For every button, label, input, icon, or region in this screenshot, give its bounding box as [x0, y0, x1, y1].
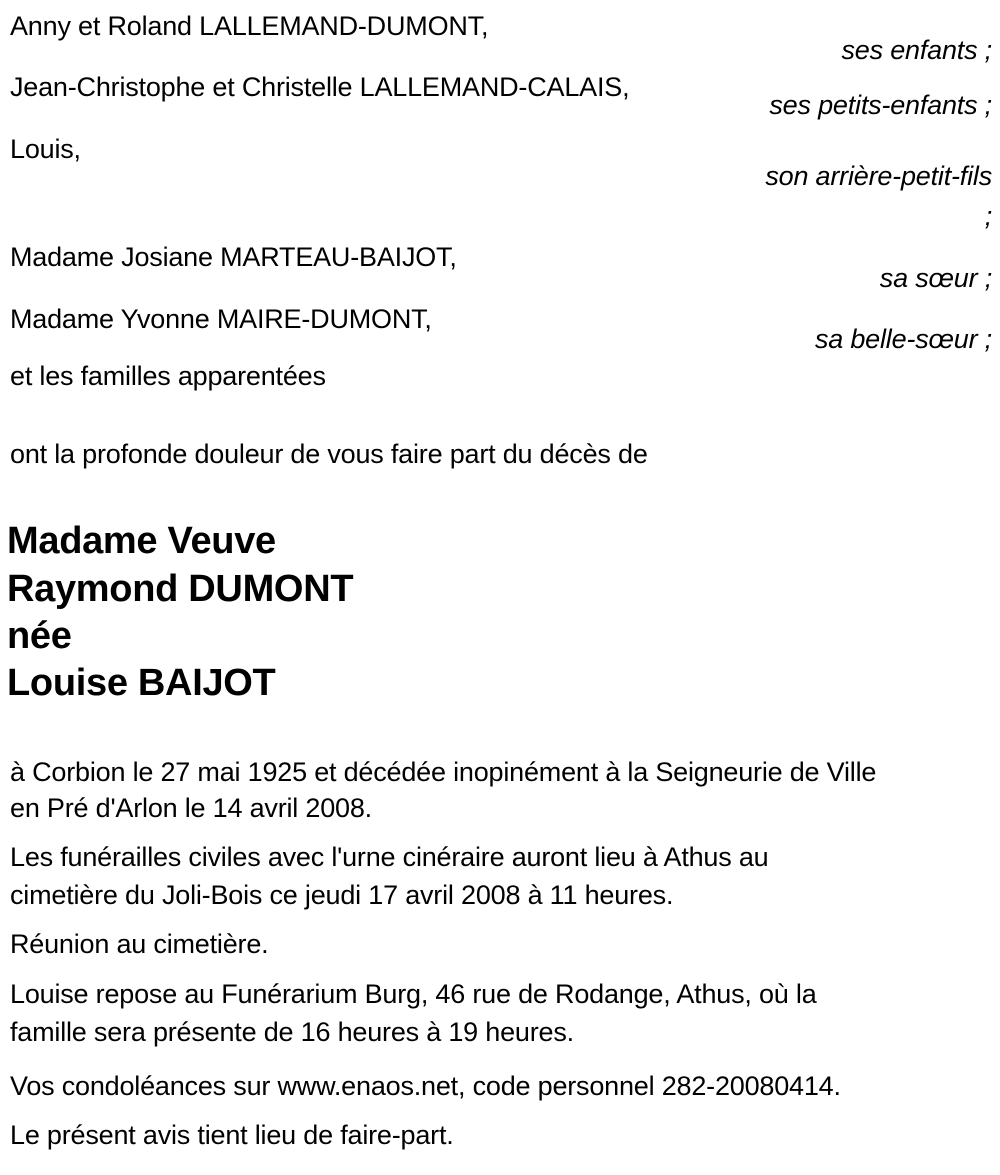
family-relation-label: sa belle-sœur ;	[814, 324, 992, 354]
family-relation-label: ses enfants ;	[841, 35, 992, 65]
family-relation-label: ses petits-enfants ;	[769, 90, 992, 120]
family-relation-label: sa sœur ;	[879, 263, 992, 293]
meeting-note: Réunion au cimetière.	[10, 929, 269, 959]
family-relation-label-wrap: ;	[984, 201, 992, 231]
birth-death-line-1: à Corbion le 27 mai 1925 et décédée inopinément à la Seigneurie de Ville	[10, 757, 877, 787]
funeral-line-2: cimetière du Joli-Bois ce jeudi 17 avril 2008 à 11 heures.	[10, 880, 674, 910]
family-relation-label: son arrière-petit-fils	[765, 161, 992, 191]
deceased-title: Madame Veuve	[7, 520, 276, 562]
repose-line-1: Louise repose au Funérarium Burg, 46 rue de Rodange, Athus, où la	[10, 979, 817, 1009]
condolences-note: Vos condoléances sur www.enaos.net, code personnel 282-20080414.	[10, 1071, 841, 1101]
family-member-name: Louis,	[10, 134, 81, 164]
birth-death-line-2: en Pré d'Arlon le 14 avril 2008.	[10, 793, 372, 823]
deceased-maiden-name: Louise BAIJOT	[7, 662, 276, 704]
family-member-name: Anny et Roland LALLEMAND-DUMONT,	[10, 11, 489, 41]
closing-note: Le présent avis tient lieu de faire-part.	[10, 1120, 454, 1150]
funeral-line-1: Les funérailles civiles avec l'urne cinéraire auront lieu à Athus au	[10, 842, 769, 872]
deceased-husband-name: Raymond DUMONT	[7, 568, 354, 610]
family-member-name: Madame Josiane MARTEAU-BAIJOT,	[10, 242, 457, 272]
deceased-nee-label: née	[7, 615, 72, 657]
family-member-name: Madame Yvonne MAIRE-DUMONT,	[10, 304, 432, 334]
repose-line-2: famille sera présente de 16 heures à 19 heures.	[10, 1017, 574, 1047]
family-member-name: et les familles apparentées	[10, 361, 326, 391]
family-member-name: Jean-Christophe et Christelle LALLEMAND-CALAIS,	[10, 72, 630, 102]
announcement-intro: ont la profonde douleur de vous faire part du décès de	[10, 439, 648, 469]
